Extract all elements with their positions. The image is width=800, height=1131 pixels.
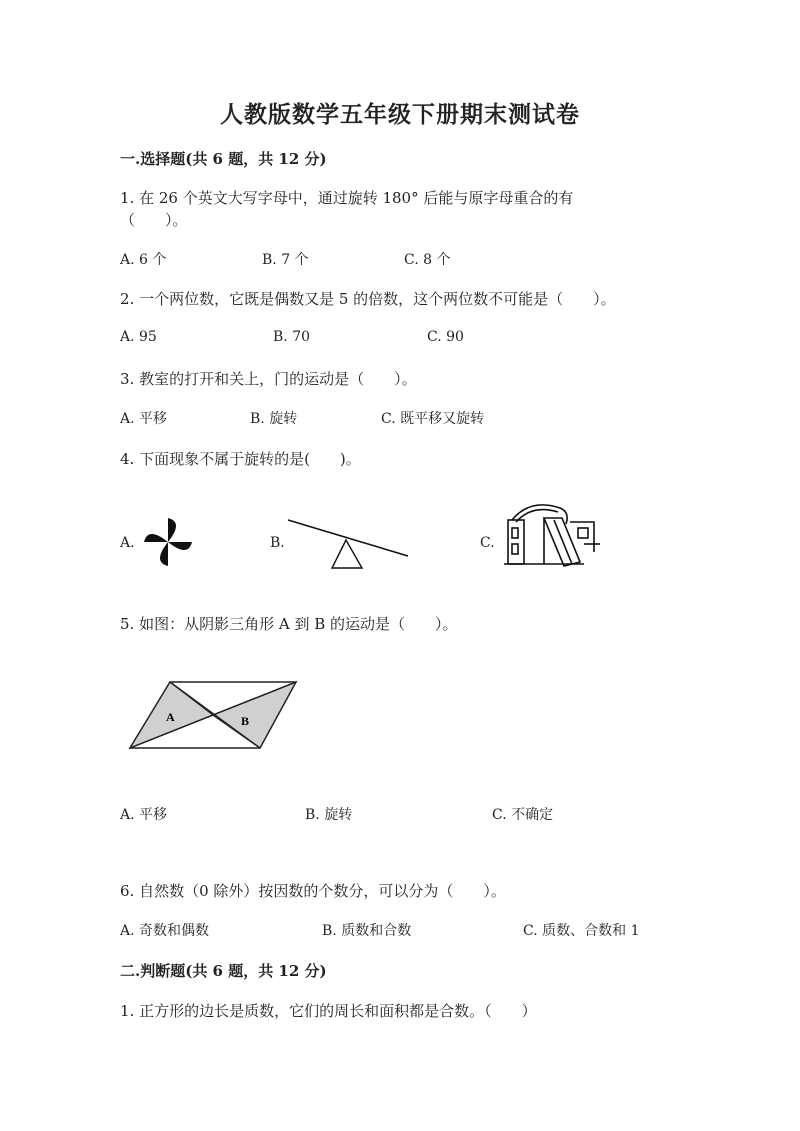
playground-slide-icon [500, 498, 606, 574]
s2-q1-line1: 1. 正方形的边长是质数，它们的周长和面积都是合数。（ ） [120, 1002, 537, 1020]
section1-heading: 一.选择题(共 6 题，共 12 分) [120, 150, 327, 168]
page-title: 人教版数学五年级下册期末测试卷 [220, 101, 580, 128]
q6-line1: 6. 自然数（0 除外）按因数的个数分，可以分为（ ）。 [120, 882, 506, 900]
q3-line1: 3. 教室的打开和关上，门的运动是（ ）。 [120, 370, 417, 388]
q4-option-a: A. [120, 535, 135, 551]
q6-option-b: B. 质数和合数 [322, 923, 412, 939]
q5-line1: 5. 如图：从阴影三角形 A 到 B 的运动是（ ）。 [120, 615, 458, 633]
q2-option-b: B. 70 [273, 329, 311, 345]
figure-label-a: A [166, 710, 175, 724]
q4-option-b: B. [270, 535, 285, 551]
section2-heading: 二.判断题(共 6 题，共 12 分) [120, 962, 327, 980]
q1-option-a: A. 6 个 [120, 252, 167, 268]
q1-line2: （ ）。 [120, 211, 188, 229]
q6-option-c: C. 质数、合数和 1 [523, 923, 640, 939]
seesaw-icon [286, 516, 410, 572]
q6-option-a: A. 奇数和偶数 [120, 923, 210, 939]
q3-option-c: C. 既平移又旋转 [381, 411, 485, 427]
q2-option-a: A. 95 [120, 329, 157, 345]
q1-option-c: C. 8 个 [404, 252, 451, 268]
q1-option-b: B. 7 个 [262, 252, 309, 268]
q5-option-b: B. 旋转 [305, 807, 353, 823]
q2-line1: 2. 一个两位数，它既是偶数又是 5 的倍数，这个两位数不可能是（ ）。 [120, 290, 616, 308]
q1-line1: 1. 在 26 个英文大写字母中，通过旋转 180° 后能与原字母重合的有 [120, 189, 574, 207]
figure-label-b: B [241, 714, 250, 728]
q2-option-c: C. 90 [427, 329, 464, 345]
q5-option-a: A. 平移 [120, 807, 168, 823]
q4-option-c: C. [480, 535, 495, 551]
pinwheel-icon [140, 514, 196, 570]
parallelogram-figure [128, 680, 300, 752]
q3-option-b: B. 旋转 [250, 411, 298, 427]
q3-option-a: A. 平移 [120, 411, 168, 427]
q4-line1: 4. 下面现象不属于旋转的是( )。 [120, 450, 361, 468]
q5-option-c: C. 不确定 [492, 807, 554, 823]
